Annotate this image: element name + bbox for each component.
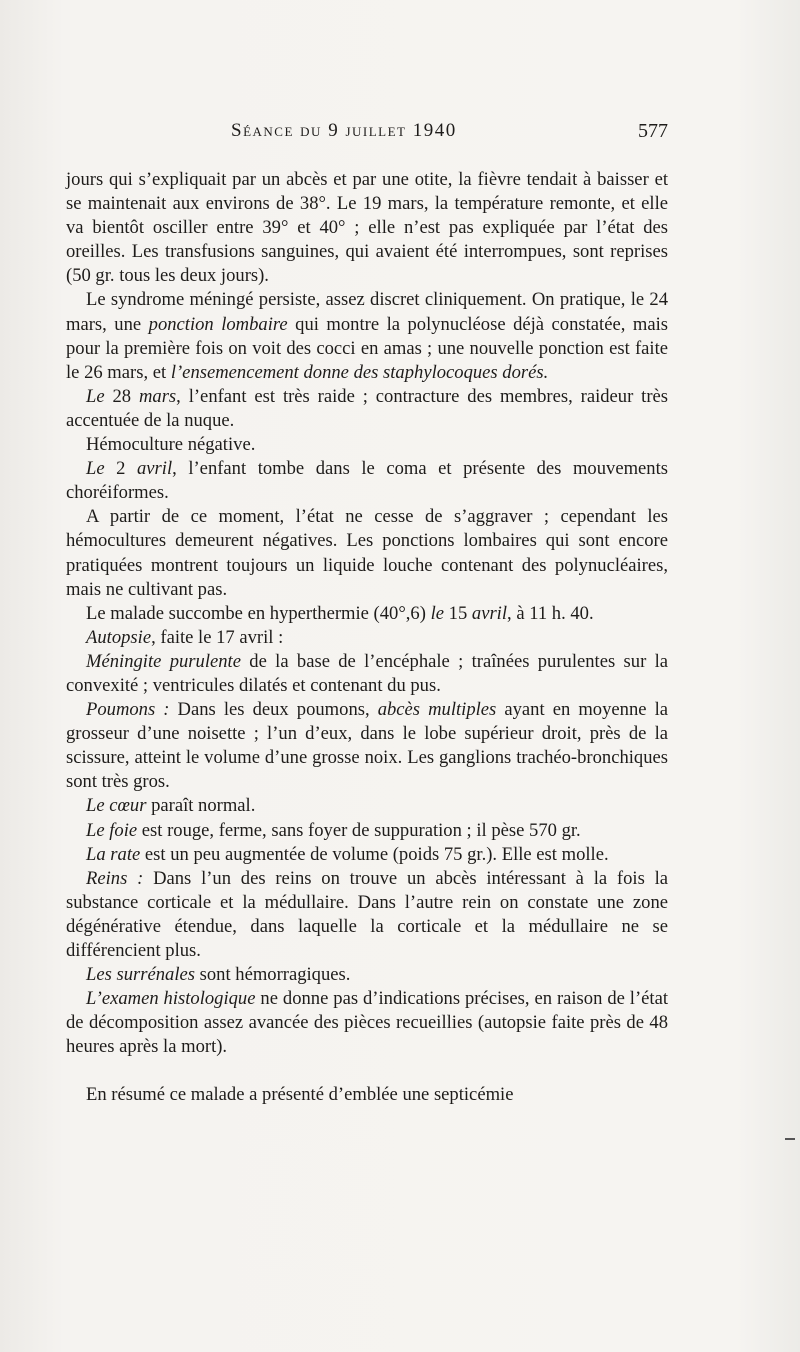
paragraph-text: est un peu augmentée de volume (poids 75 gr.). Elle est molle. [140,843,609,865]
paragraph-p1 [66,168,668,288]
page-header [66,120,668,148]
italic-text: Le [86,458,105,480]
paragraph-p3 [66,385,668,433]
paragraph-text: ayant en moyenne la grosseur d’une noisette ; l’un d’eux, dans le lobe supérieur droit, près de la scissure, atteint le volume d’une grosse noix. Les ganglions trachéo-bronchiques sont très gros. [66,699,668,793]
paragraph-text: paraît normal. [146,795,256,817]
paragraph-p10 [66,698,668,794]
italic-text: Les surrénales [86,964,195,986]
paragraph-text: , l’enfant est très raide ; contracture des membres, raideur très accentuée de la nuque. [66,385,669,431]
paragraph-text: Dans l’un des reins on trouve un abcès intéressant à la fois la substance corticale et la médullaire. Dans l’autre rein on constate une zone dégénérative étendue, dans laquelle la corticale et la médullaire ne se différencient plus. [66,867,669,961]
paragraph-p13 [66,843,668,867]
paragraph-p6 [66,505,668,601]
italic-text: Reins : [86,867,144,889]
italic-text: avril [471,602,508,624]
paragraph-text: , l’enfant tombe dans le coma et présente des mouvements choréiformes. [66,458,668,504]
paragraph-text: qui montre la polynucléose déjà constatée, mais pour la première fois on voit des cocci en amas ; une nouvelle ponction est faite le 26 mars, et [66,313,668,383]
italic-text: ponction lombaire [148,313,288,335]
italic-text: La rate [86,843,141,865]
paragraph-text: Le malade succombe en hyperthermie (40°,6) [86,602,431,624]
paragraph-text: est rouge, ferme, sans foyer de suppuration ; il pèse 570 gr. [137,819,581,841]
paragraph-text: , faite le 17 avril : [151,626,284,648]
paragraph-text: 2 [104,458,137,480]
paragraph-text: Dans les deux poumons, [169,699,378,721]
running-head [231,120,457,142]
paragraph-text: jours qui s’expliquait par un abcès et par une otite, la fièvre tendait à baisser et se maintenait aux environs de 38°. Le 19 mars, la température remonte, et elle va bientôt osciller entre 39° et 40° ; elle n’est pas expliquée par l’état des oreilles. Les transfusions sanguines, qui avaient été interrompues, sont reprises (50 gr. tous les deux jours). [66,169,668,287]
paragraph-p7 [66,602,668,626]
paragraph-text: de la base de l’encéphale ; traînées purulentes sur la convexité ; ventricules dilatés et contenant du pus. [66,650,668,696]
paragraph-text: En résumé ce malade a présenté d’emblée une septicémie [86,1084,514,1106]
italic-text: L’examen histologique [86,988,256,1010]
italic-text: mars [138,385,177,407]
paragraph-text: ne donne pas d’indications précises, en raison de l’état de décomposition assez avancée des pièces recueillies (autopsie faite près de 48 heures après la mort). [66,988,668,1058]
running-head-prefix: Séance du [231,120,322,141]
paragraph-text: 28 [104,385,139,407]
italic-text: abcès multiples [377,699,497,721]
running-head-month: juillet [345,120,407,141]
running-head-year: 1940 [412,120,457,141]
paragraph-p15 [66,963,668,987]
paragraph-p16 [66,987,668,1059]
italic-text: l’ensemencement donne des staphylocoques dorés. [170,361,549,383]
italic-text: Le foie [86,819,138,841]
body-text [66,168,668,1108]
italic-text: avril [137,458,173,480]
paragraph-p14 [66,867,668,963]
italic-text: Autopsie [86,626,152,648]
paragraph-p5 [66,457,668,505]
paragraph-text: 15 [444,602,472,624]
paragraph-text: Hémoculture négative. [86,434,256,456]
italic-text: Poumons : [86,699,170,721]
paragraph-text: sont hémorragiques. [194,964,351,986]
paragraph-text: , à 11 h. 40. [507,602,594,624]
page-number: 577 [638,120,668,142]
paragraph-p2 [66,288,668,384]
paragraph-p12 [66,819,668,843]
italic-text: Méningite purulente [86,650,241,672]
paragraph-p17 [66,1083,668,1107]
margin-mark [785,1138,795,1140]
italic-text: Le [86,385,105,407]
paragraph-p4 [66,433,668,457]
running-head-day: 9 [328,120,340,141]
paragraph-p8 [66,626,668,650]
paragraph-p9 [66,650,668,698]
italic-text: Le cœur [86,795,147,817]
paragraph-text: A partir de ce moment, l’état ne cesse de s’aggraver ; cependant les hémocultures demeurent négatives. Les ponctions lombaires qui sont encore pratiquées montrent toujours un liquide louche contenant des polynucléaires, mais ne cultivant pas. [66,506,668,600]
paragraph-p11 [66,794,668,818]
italic-text: le [430,602,444,624]
paragraph-text: Le syndrome méningé persiste, assez discret cliniquement. On pratique, le 24 mars, une [66,289,668,335]
